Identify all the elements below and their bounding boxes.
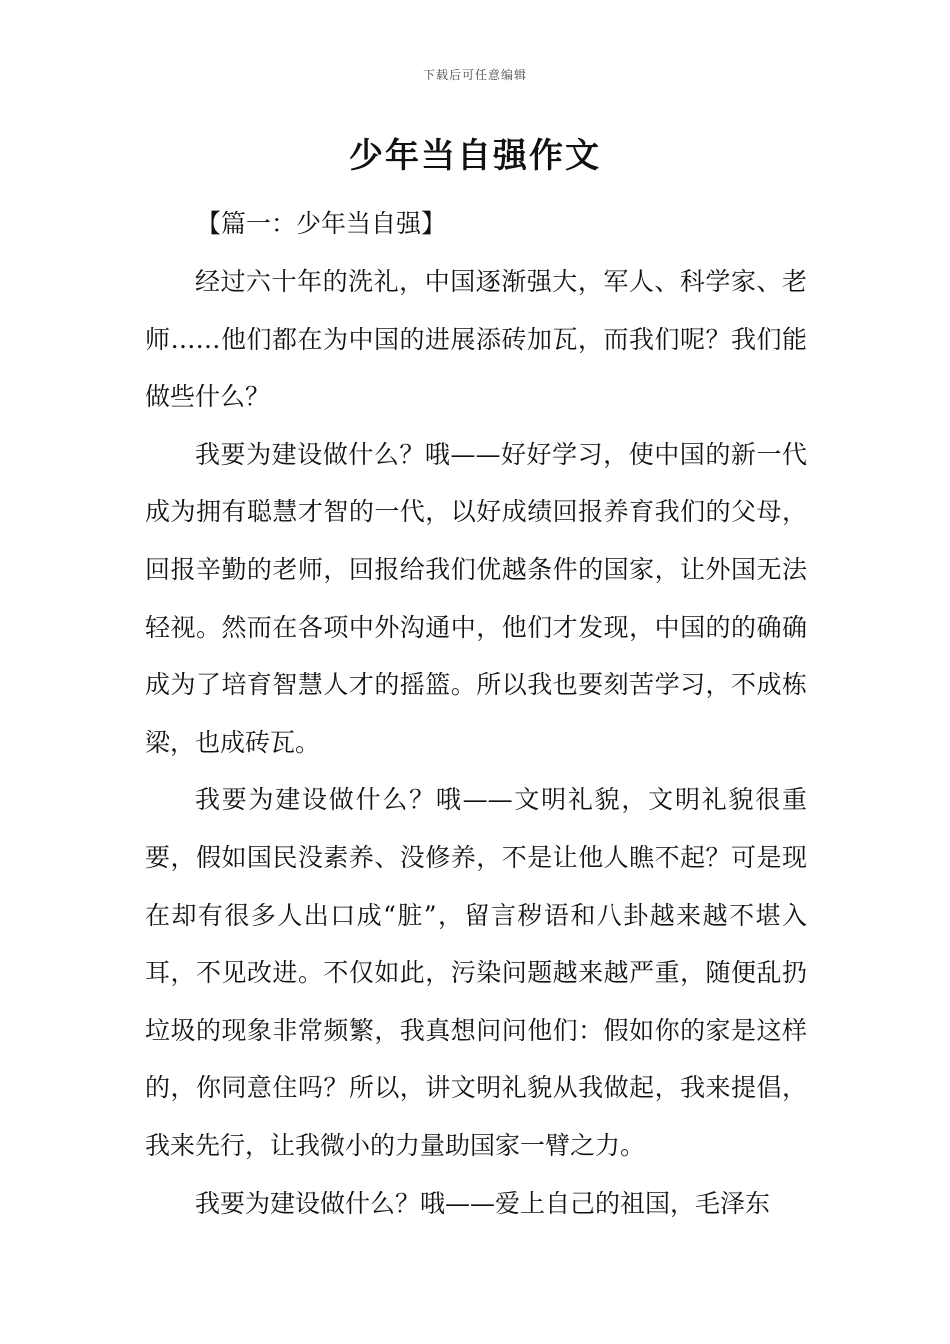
- body-text: [145, 253, 807, 1232]
- paragraph-4: 我要为建设做什么？哦——爱上自己的祖国，毛泽东: [195, 1188, 771, 1218]
- section-heading: 【篇一：少年当自强】: [196, 209, 447, 238]
- header-note: 下载后可任意编辑: [422, 68, 527, 82]
- paragraph-1: 经过六十年的洗礼，中国逐渐强大，军人、科学家、老师……他们都在为中国的进展添砖加瓦，而我们呢？我们能做些什么？: [145, 267, 807, 412]
- document-title: 少年当自强作文: [349, 136, 601, 176]
- paragraph-2: 我要为建设做什么？哦——好好学习，使中国的新一代成为拥有聪慧才智的一代，以好成绩回报养育我们的父母，回报辛勤的老师，回报给我们优越条件的国家，让外国无法轻视。然而在各项中外沟通中，他们才发现，中国的的确确成为了培育智慧人才的摇篮。所以我也要刻苦学习，不成栋梁，也成砖瓦。: [145, 439, 807, 757]
- paragraph-3: 我要为建设做什么？哦——文明礼貌，文明礼貌很重要，假如国民没素养、没修养，不是让他人瞧不起？可是现在却有很多人出口成“脏”，留言秽语和八卦越来越不堪入耳，不见改进。不仅如此，污染问题越来越严重，随便乱扔垃圾的现象非常频繁，我真想问问他们：假如你的家是这样的，你同意住吗？所以，讲文明礼貌从我做起，我来提倡，我来先行，让我微小的力量助国家一臂之力。: [145, 785, 807, 1160]
